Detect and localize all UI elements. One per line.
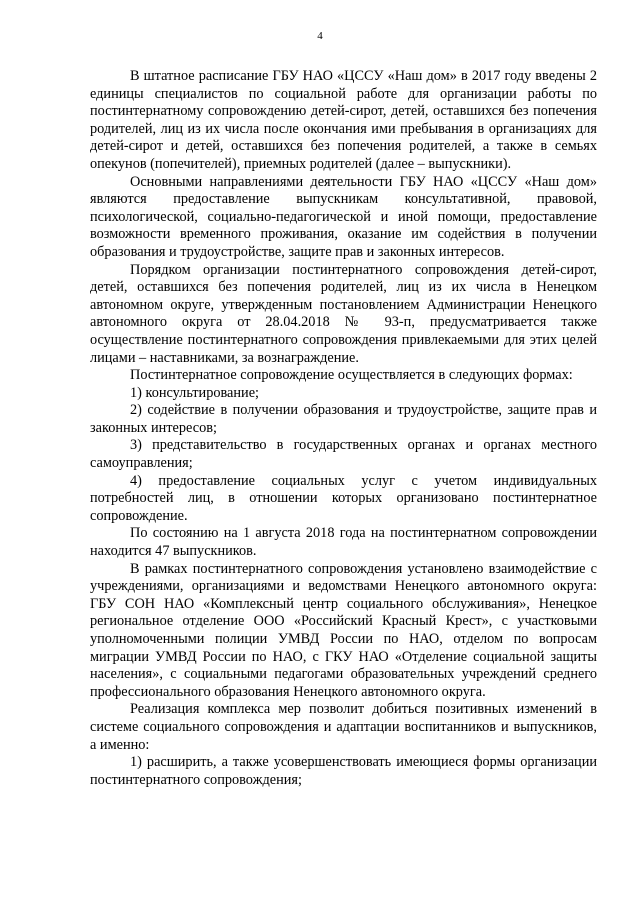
paragraph-main-directions: Основными направлениями деятельности ГБУ НАО «ЦССУ «Наш дом» являются предоставление выпускникам консультативной, правовой, психологической, социально-педагогической и иной помощи, предоставление возможности временного проживания, оказание им содействия в получении образования и трудоустройстве, защите прав и законных интересов. <box>90 173 597 260</box>
list-item-representation: 3) представительство в государственных органах и органах местного самоуправления; <box>90 437 597 472</box>
document-body <box>90 68 597 789</box>
paragraph-forms-intro: Постинтернатное сопровождение осуществляется в следующих формах: <box>130 367 573 384</box>
list-item-assistance: 2) содействие в получении образования и трудоустройстве, защите прав и законных интересов; <box>90 402 597 436</box>
paragraph-procedure: Порядком организации постинтернатного сопровождения детей-сирот, детей, оставшихся без попечения родителей, лиц из их числа в Ненецком автономном округе, утвержденным постановлением Администрации Ненецкого автономного округа от 28.04.2018 № 93-п, предусматривается также осуществление постинтернатного сопровождения привлекаемыми для этих целей лицами – наставниками, за вознаграждение. <box>90 261 597 366</box>
paragraph-interaction: В рамках постинтернатного сопровождения установлено взаимодействие с учреждениями, организациями и ведомствами Ненецкого автономного округа: ГБУ СОН НАО «Комплексный центр социального обслуживания», Ненецкое региональное отделение ООО «Российский Красный Крест», с участковыми уполномоченными полиции УМВД России по НАО, отделом по вопросам миграции УМВД России по НАО, с ГКУ НАО «Отделение социальной защиты населения», с социальными педагогами образовательных учреждений среднего профессионального образования Ненецкого автономного округа. <box>90 560 597 700</box>
list-item-consulting: 1) консультирование; <box>130 384 260 401</box>
list-item-expand-forms: 1) расширить, а также усовершенствовать имеющиеся формы организации постинтернатного сопровождения; <box>90 754 597 788</box>
paragraph-implementation: Реализация комплекса мер позволит добиться позитивных изменений в системе социального сопровождения и адаптации воспитанников и выпускников, а именно: <box>90 701 597 753</box>
page-number: 4 <box>317 30 323 42</box>
list-item-social-services: 4) предоставление социальных услуг с учетом индивидуальных потребностей лиц, в отношении которых организовано постинтернатное сопровождение. <box>90 472 597 524</box>
paragraph-staff-schedule: В штатное расписание ГБУ НАО «ЦССУ «Наш дом» в 2017 году введены 2 единицы специалистов по социальной работе для организации работы по постинтернатному сопровождению детей-сирот, детей, оставшихся без попечения родителей, лиц из их числа после окончания ими пребывания в организациях для детей-сирот и детей, оставшихся без попечения родителей, а также в семьях опекунов (попечителей), приемных родителей (далее – выпускники). <box>90 68 597 172</box>
paragraph-status-count: По состоянию на 1 августа 2018 года на постинтернатном сопровождении находится 47 выпускников. <box>90 525 597 560</box>
